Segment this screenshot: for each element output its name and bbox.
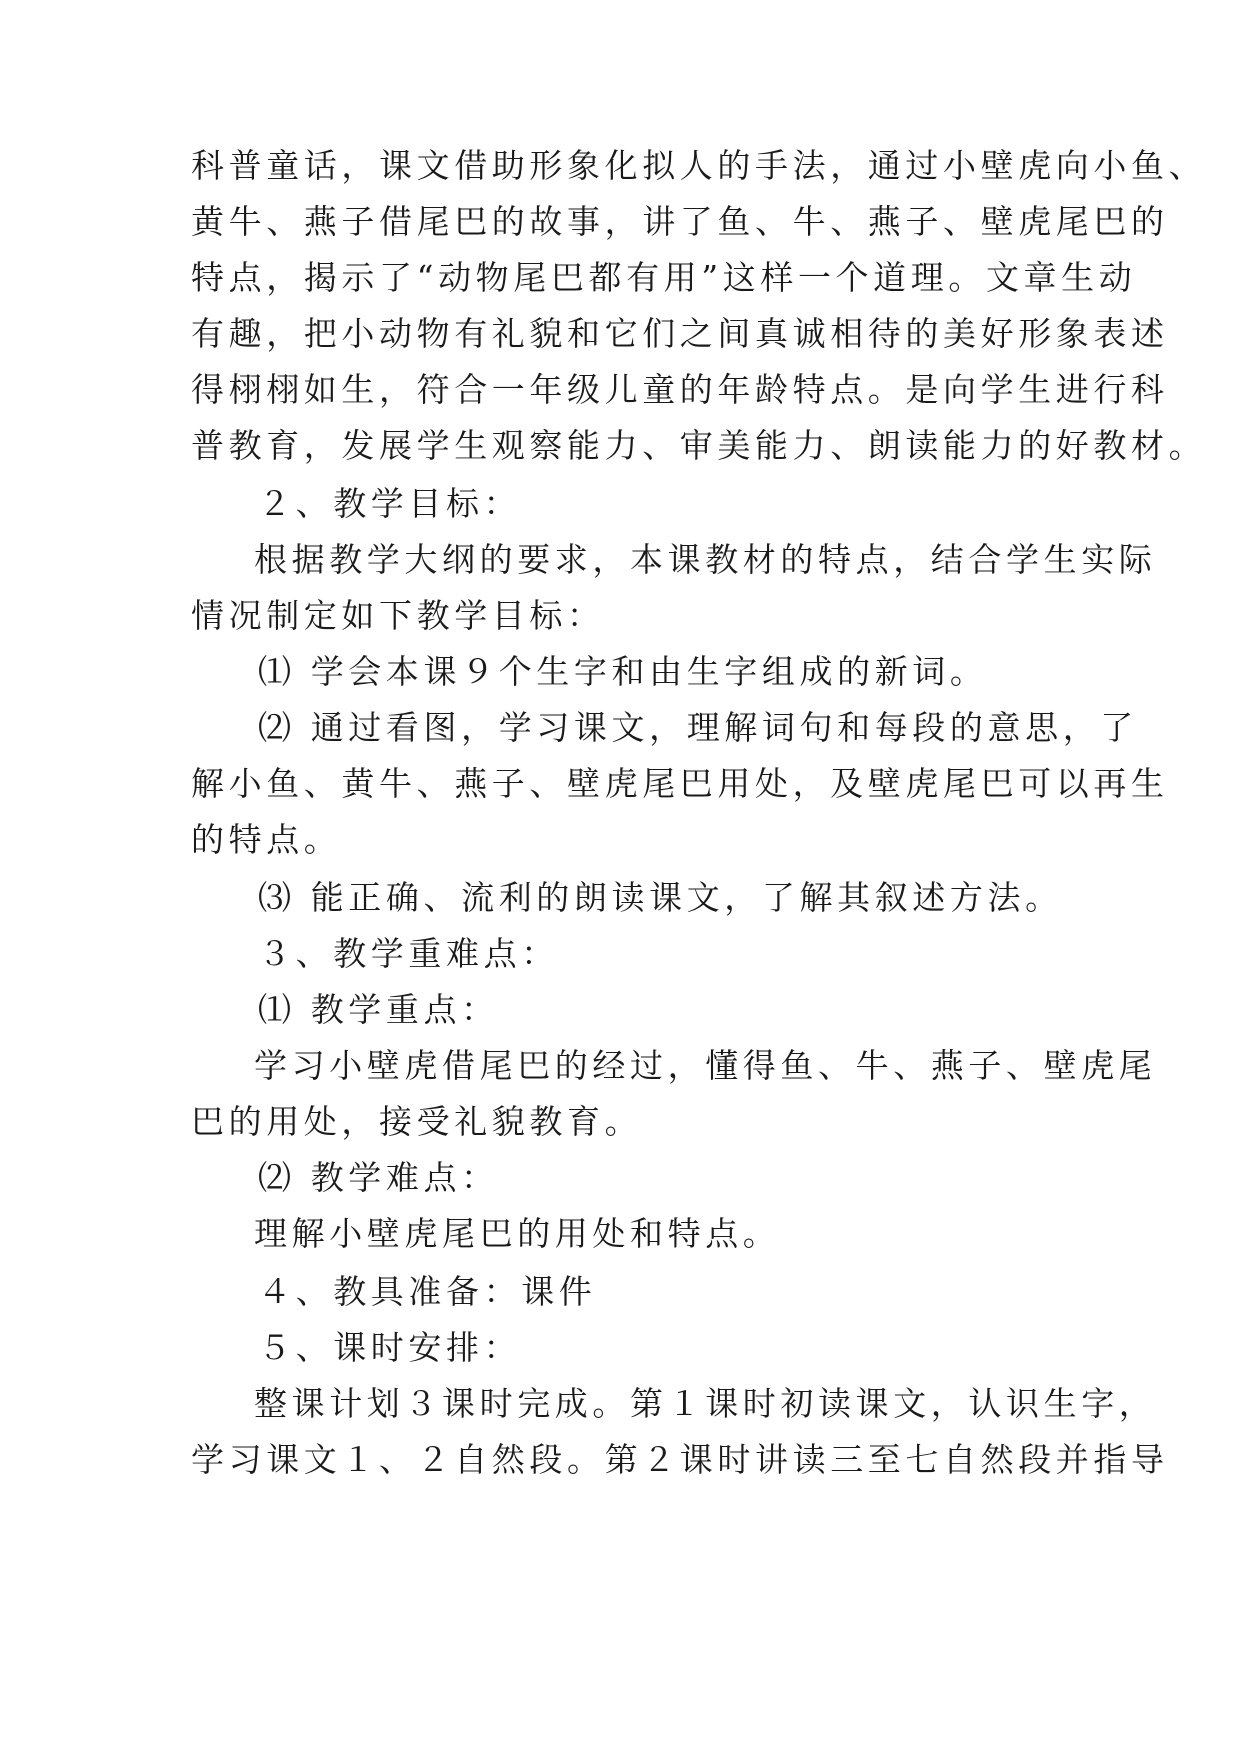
paragraph-line: 特点，揭示了“动物尾巴都有用”这样一个道理。文章生动 — [191, 258, 1137, 297]
list-item: ⑴ 教学重点： — [258, 990, 499, 1029]
paragraph-line: 解小鱼、黄牛、燕子、壁虎尾巴用处，及壁虎尾巴可以再生 — [191, 764, 1169, 803]
paragraph-line: 根据教学大纲的要求，本课教材的特点，结合学生实际 — [254, 540, 1157, 579]
paragraph-line: 理解小壁虎尾巴的用处和特点。 — [254, 1214, 781, 1253]
list-item: ⑴ 学会本课９个生字和由生字组成的新词。 — [258, 652, 988, 691]
paragraph-line: 科普童话，课文借助形象化拟人的手法，通过小壁虎向小鱼、 — [191, 146, 1207, 185]
paragraph-line: 学习小壁虎借尾巴的经过，懂得鱼、牛、燕子、壁虎尾 — [254, 1046, 1157, 1085]
section-heading: ３、教学重难点： — [258, 934, 559, 973]
paragraph-line: 得栩栩如生，符合一年级儿童的年龄特点。是向学生进行科 — [191, 370, 1169, 409]
section-heading: ５、课时安排： — [258, 1328, 522, 1367]
paragraph-line: 普教育，发展学生观察能力、审美能力、朗读能力的好教材。 — [191, 426, 1207, 465]
list-item: ⑵ 教学难点： — [258, 1158, 499, 1197]
paragraph-line: 的特点。 — [191, 820, 342, 859]
section-heading: ２、教学目标： — [258, 484, 522, 523]
paragraph-line: 学习课文１、２自然段。第２课时讲读三至七自然段并指导 — [191, 1440, 1169, 1479]
list-item: ⑵ 通过看图，学习课文，理解词句和每段的意思，了 — [258, 708, 1138, 747]
list-item: ⑶ 能正确、流利的朗读课文，了解其叙述方法。 — [258, 878, 1063, 917]
section-heading: ４、教具准备：课件 — [258, 1272, 597, 1311]
paragraph-line: 有趣，把小动物有礼貌和它们之间真诚相待的美好形象表述 — [191, 314, 1169, 353]
paragraph-line: 情况制定如下教学目标： — [191, 596, 605, 635]
paragraph-line: 整课计划３课时完成。第１课时初读课文，认识生字， — [254, 1384, 1157, 1423]
paragraph-line: 巴的用处，接受礼貌教育。 — [191, 1102, 643, 1141]
paragraph-line: 黄牛、燕子借尾巴的故事，讲了鱼、牛、燕子、壁虎尾巴的 — [191, 202, 1169, 241]
